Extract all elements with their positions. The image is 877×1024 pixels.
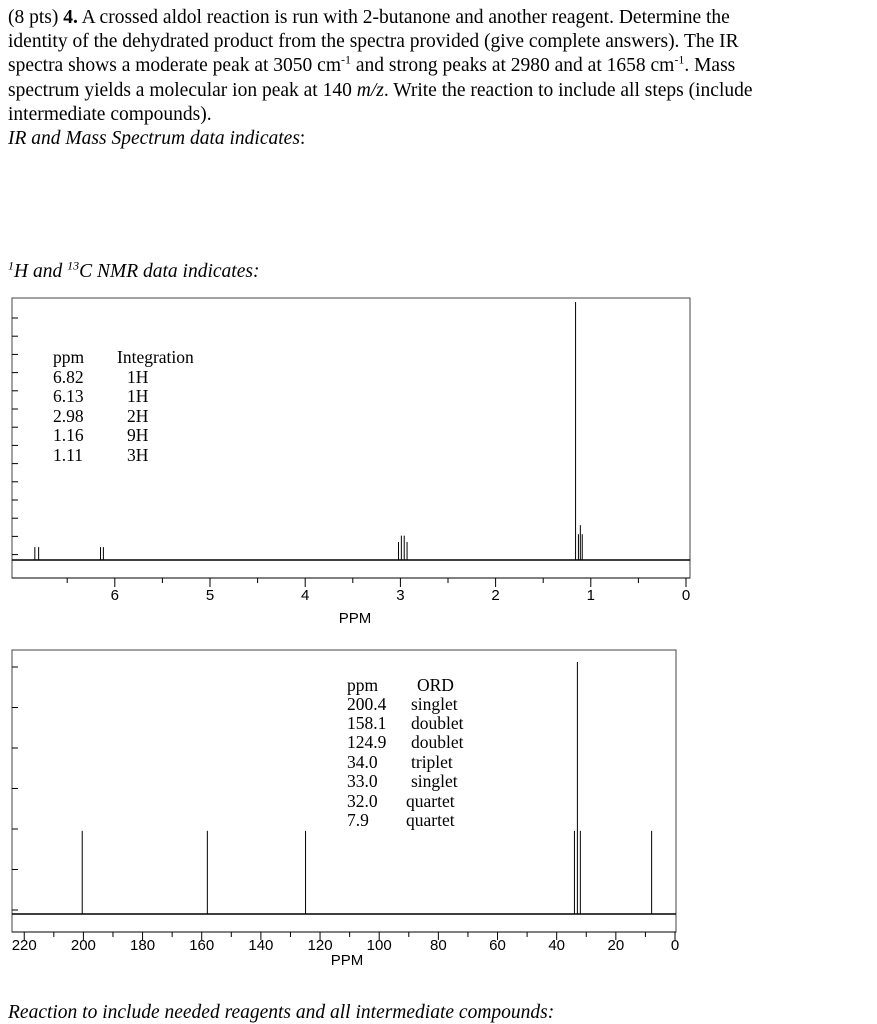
- multiplicity-table: [347, 675, 464, 830]
- nmr-label-text: C NMR data indicates:: [79, 261, 260, 282]
- table-cell: 1.16: [53, 425, 84, 445]
- colon: :: [299, 128, 306, 150]
- table-header: Integration: [117, 347, 194, 367]
- question-text: [8, 6, 870, 151]
- table-cell: 9H: [127, 425, 149, 445]
- table-cell: 2.98: [53, 406, 84, 426]
- table-cell: 1H: [127, 386, 149, 406]
- x-tick-label: 220: [11, 937, 37, 954]
- points-label: (8 pts): [8, 7, 64, 28]
- question-line: spectra shows a moderate peak at 3050 cm: [8, 55, 342, 77]
- table-cell: singlet: [411, 694, 458, 714]
- table-cell: triplet: [411, 752, 453, 772]
- table-cell: 1.11: [53, 445, 83, 465]
- x-axis-label: PPM: [338, 610, 372, 627]
- x-tick-label: 6: [110, 587, 119, 604]
- x-tick-label: 100: [366, 937, 392, 954]
- table-cell: 32.0: [347, 791, 378, 811]
- table-cell: doublet: [411, 713, 464, 733]
- superscript: 1: [8, 258, 14, 273]
- x-tick-label: 5: [205, 587, 215, 604]
- plot-frame: [12, 298, 690, 578]
- x-tick-label: 120: [307, 937, 333, 954]
- mz-unit: m/z: [356, 79, 384, 101]
- table-header: ORD: [417, 675, 454, 695]
- x-tick-label: 0: [670, 937, 680, 954]
- table-cell: 124.9: [347, 732, 387, 752]
- x-tick-label: 200: [70, 937, 96, 954]
- nmr-label-text: H and: [14, 261, 68, 282]
- plot-frame: [12, 650, 676, 932]
- question-line: spectrum yields a molecular ion peak at 140: [8, 79, 357, 101]
- table-cell: 1H: [127, 367, 149, 387]
- x-tick-label: 1: [586, 587, 595, 604]
- table-cell: 3H: [127, 445, 149, 465]
- superscript: -1: [341, 52, 352, 67]
- superscript: 13: [67, 258, 80, 273]
- x-tick-label: 160: [189, 937, 215, 954]
- x-tick-label: 140: [248, 937, 274, 954]
- c-nmr-spectrum: [0, 640, 877, 970]
- h-nmr-spectrum: [0, 290, 877, 630]
- x-ticks: [67, 578, 690, 604]
- x-ticks: [12, 932, 679, 954]
- table-cell: 7.9: [347, 810, 369, 830]
- x-tick-label: 3: [396, 587, 405, 604]
- table-header: ppm: [347, 675, 379, 695]
- y-tick-marks: [12, 318, 18, 555]
- table-cell: 158.1: [347, 713, 387, 733]
- x-tick-label: 4: [301, 587, 310, 604]
- x-tick-label: 40: [548, 937, 566, 954]
- table-cell: 200.4: [347, 694, 387, 714]
- table-cell: 6.82: [53, 367, 84, 387]
- footer-prompt: Reaction to include needed reagents and all intermediate compounds:: [8, 1002, 555, 1023]
- table-cell: 6.13: [53, 386, 84, 406]
- x-tick-label: 180: [130, 937, 156, 954]
- question-line: identity of the dehydrated product from the spectra provided (give complete answers). The IR: [8, 31, 739, 53]
- table-cell: quartet: [406, 791, 455, 811]
- x-axis-label: PPM: [330, 952, 364, 969]
- x-tick-label: 80: [430, 937, 447, 954]
- peaks: [35, 302, 582, 560]
- y-tick-marks: [12, 667, 18, 910]
- superscript: -1: [674, 52, 685, 67]
- question-line: . Mass: [684, 55, 736, 77]
- integration-table: [53, 347, 194, 465]
- nmr-label: [8, 258, 260, 283]
- x-tick-label: 2: [491, 587, 500, 604]
- table-cell: quartet: [406, 810, 455, 830]
- question-line: A crossed aldol reaction is run with 2-butanone and another reagent. Determine the: [77, 7, 730, 28]
- table-header: ppm: [53, 347, 85, 367]
- table-cell: 34.0: [347, 752, 378, 772]
- ir-ms-label: IR and Mass Spectrum data indicates: [8, 128, 300, 150]
- x-tick-label: 20: [607, 937, 625, 954]
- table-cell: singlet: [411, 771, 458, 791]
- table-cell: doublet: [411, 732, 464, 752]
- x-tick-label: 60: [489, 937, 506, 954]
- x-tick-label: 0: [681, 587, 691, 604]
- table-cell: 33.0: [347, 771, 378, 791]
- question-number: 4.: [63, 7, 78, 28]
- question-line: . Write the reaction to include all steps (include: [383, 79, 753, 101]
- question-line: and strong peaks at 2980 and at 1658 cm: [351, 55, 675, 77]
- question-line: intermediate compounds).: [8, 103, 212, 125]
- table-cell: 2H: [127, 406, 149, 426]
